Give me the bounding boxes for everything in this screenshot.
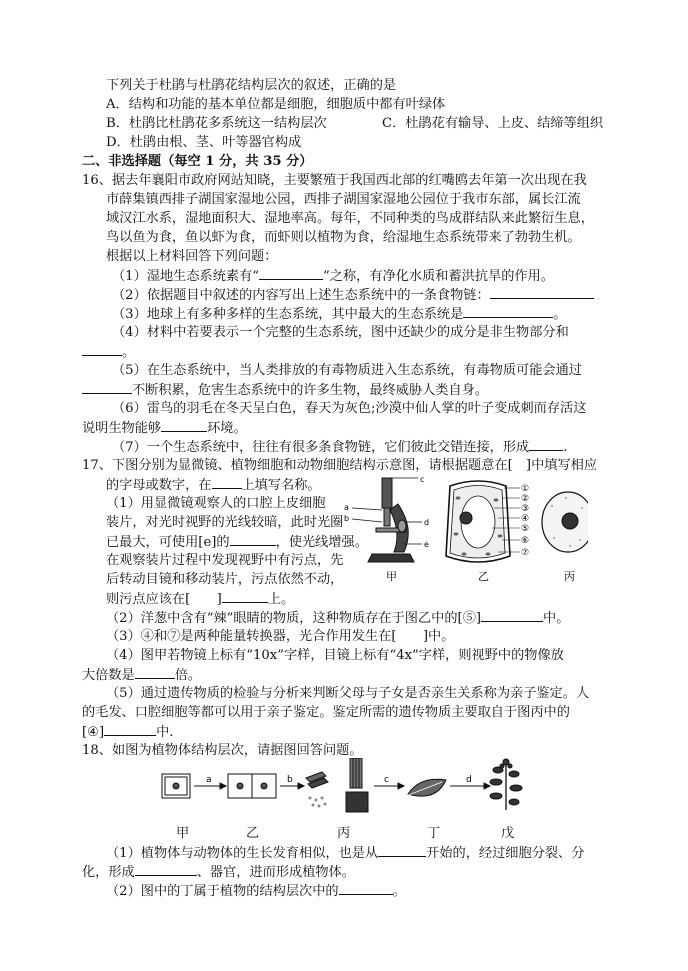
q17-p1-f1: 则污点应该在[ ] <box>106 592 222 607</box>
answer-blank[interactable] <box>463 304 553 318</box>
fig-num-1: ① <box>521 484 530 494</box>
q17-p1-c2: ，使光线增强。 <box>275 535 368 550</box>
arrow-label-b: b <box>287 775 293 785</box>
q16-sub7 <box>112 437 567 457</box>
fig-num-3: ③ <box>521 504 530 514</box>
q18-p1-a <box>106 843 584 863</box>
q16-sub4-end: 。 <box>122 345 136 360</box>
fig-caption-bing: 丙 <box>564 570 575 583</box>
fig-caption-yi: 乙 <box>478 570 489 583</box>
answer-blank[interactable] <box>230 532 276 546</box>
q17-p4-a: （4）图甲若物镜上标有“10x”字样，目镜上标有“4x”字样，则视野中的物像放 <box>106 648 564 663</box>
q16-sub7-end: . <box>563 440 568 455</box>
q17-p1-d: 在观察装片过程中发现视野中有污点，先 <box>106 553 344 568</box>
figure-17 <box>338 474 588 586</box>
figure-18 <box>150 758 540 824</box>
q17-text-2a: 的字母或数字，在 <box>106 478 212 493</box>
q17-text-2 <box>106 475 321 495</box>
answer-blank[interactable] <box>135 665 175 679</box>
arrow-label-c: c <box>384 775 389 785</box>
q17-p2-b: 中。 <box>543 611 570 626</box>
answer-blank[interactable] <box>529 437 563 451</box>
answer-blank[interactable] <box>222 589 268 603</box>
q17-text-2b: 上填写名称。 <box>241 478 321 493</box>
q17-p1-f2: 上。 <box>267 592 295 607</box>
fig-label-c: c <box>420 475 425 484</box>
q17-p4-b2: 倍。 <box>174 668 202 683</box>
q15-stem: 下列关于杜鹃与杜鹃花结构层次的叙述，正确的是 <box>106 78 397 93</box>
microscope-figure <box>352 478 422 562</box>
q18-p1-a2: 开始的，经过细胞分裂、分 <box>426 846 585 861</box>
q18-p1-b2: 、器官，进而形成植物体。 <box>196 865 355 880</box>
q16-sub6-cont <box>82 418 247 438</box>
whole-plant-figure <box>490 759 522 810</box>
q18-caption-jia: 甲 <box>176 826 190 841</box>
arrow-label-d: d <box>466 775 472 785</box>
q16-text-2: 市薛集镇西排子湖国家湿地公园，西排子湖国家湿地公园位于我市东部，属长江流 <box>106 192 581 207</box>
q17-text-1: 17、下图分别为显微镜、植物细胞和动物细胞结构示意图，请根据题意在[ ]中填写相应 <box>82 458 598 473</box>
q17-p1-e: 后转动目镜和移动装片，污点依然不动， <box>106 572 344 587</box>
q17-p1-c <box>106 532 368 552</box>
q17-p5-c2: 中. <box>156 725 174 740</box>
q15-option-a: A．结构和功能的基本单位都是细胞，细胞质中都有叶绿体 <box>106 97 446 112</box>
tissue-figure <box>306 758 368 812</box>
q17-p5-c1: [④] <box>82 725 105 740</box>
fig-caption-jia: 甲 <box>386 570 397 583</box>
q18-caption-wu: 戊 <box>501 826 515 841</box>
answer-blank[interactable] <box>481 608 543 622</box>
answer-blank[interactable] <box>378 843 426 857</box>
q17-p4-b1: 大倍数是 <box>82 668 135 683</box>
answer-blank[interactable] <box>161 418 207 432</box>
q18-p1-b <box>82 862 355 882</box>
q16-sub7-text: （7）一个生态系统中，往往有很多条食物链，它们彼此交错连接，形成 <box>112 440 530 455</box>
q16-sub6-b1: 说明生物能够 <box>82 421 162 436</box>
q16-sub6-b2: 环境。 <box>207 421 247 436</box>
dividing-cell-figure <box>228 774 276 798</box>
q15-option-b: B．杜鹃比杜鹃花多系统这一结构层次 <box>106 116 327 131</box>
fig-num-5: ⑤ <box>521 524 530 534</box>
fig-num-4: ④ <box>521 514 530 524</box>
q18-p2 <box>106 881 406 901</box>
q16-sub5-cont <box>82 380 488 400</box>
fig-num-6: ⑥ <box>521 536 530 546</box>
q16-sub1 <box>112 266 554 286</box>
q18-caption-bing: 丙 <box>337 826 351 841</box>
q17-p2-a: （2）洋葱中含有“辣”眼睛的物质，这种物质存在于图乙中的[⑤] <box>106 611 482 626</box>
fig-label-e: e <box>424 540 429 549</box>
q16-sub3-text: （3）地球上有多种多样的生态系统，其中最大的生态系统是 <box>112 307 464 322</box>
q15-option-c: C．杜鹃花有输导、上皮、结缔等组织 <box>382 116 604 131</box>
q18-p2-a: （2）图中的丁属于植物的结构层次中的 <box>106 884 339 899</box>
animal-cell-figure <box>542 492 588 552</box>
fig-label-b: b <box>344 514 350 523</box>
q15-option-d: D．杜鹃由根、茎、叶等器官构成 <box>106 135 302 150</box>
q18-p1-b1: 化，形成 <box>82 865 135 880</box>
fig-num-7: ⑦ <box>521 548 530 558</box>
answer-blank[interactable] <box>212 475 242 489</box>
q17-p1-c1: 已最大，可使用[e]的 <box>106 535 230 550</box>
answer-blank[interactable] <box>104 722 156 736</box>
q17-p1-b: 装片，对光时视野的光线较暗，此时光圈 <box>106 515 344 530</box>
q17-p5-a: （5）通过遗传物质的检验与分析来判断父母与子女是否亲生关系称为亲子鉴定。人 <box>106 686 590 701</box>
answer-blank[interactable] <box>259 266 323 280</box>
q17-p2 <box>106 608 569 628</box>
q17-p1-a: （1）用显微镜观察人的口腔上皮细胞 <box>106 496 326 511</box>
answer-blank[interactable] <box>490 285 594 299</box>
fig-label-a: a <box>344 503 349 512</box>
answer-blank[interactable] <box>82 380 132 394</box>
q17-p4-b <box>82 665 201 685</box>
q16-sub3 <box>112 304 566 324</box>
q16-sub1-a: （1）湿地生态系统素有“ <box>112 269 260 284</box>
q18-caption-yi: 乙 <box>246 826 260 841</box>
q18-caption-ding: 丁 <box>427 826 441 841</box>
q16-sub2-text: （2）依据题目中叙述的内容写出上述生态系统中的一条食物链： <box>112 288 490 303</box>
q17-p5-c <box>82 722 174 742</box>
fig-label-d: d <box>424 518 430 527</box>
fig-num-2: ② <box>521 494 530 504</box>
arrow-label-a: a <box>206 775 212 785</box>
q16-sub3-end: 。 <box>553 307 567 322</box>
answer-blank[interactable] <box>135 862 197 876</box>
q17-p1-f <box>106 589 294 609</box>
answer-blank[interactable] <box>82 342 122 356</box>
q17-p3: （3）④和⑦是两种能量转换器，光合作用发生在[ ]中。 <box>106 629 455 644</box>
plant-cell-figure <box>446 481 520 562</box>
q16-text-5: 根据以上材料回答下列问题： <box>106 249 278 264</box>
q16-sub4: （4）材料中若要表示一个完整的生态系统，图中还缺少的成分是非生物部分和 <box>112 325 569 340</box>
q16-sub2 <box>112 285 594 305</box>
q16-sub4-cont <box>82 342 135 362</box>
q18-p2-b: 。 <box>392 884 406 899</box>
answer-blank[interactable] <box>339 881 393 895</box>
q18-p1-a1: （1）植物体与动物体的生长发育相似，也是从 <box>106 846 379 861</box>
q16-sub6: （6）雷鸟的羽毛在冬天呈白色，春天为灰色;沙漠中仙人掌的叶子变成刺而存活这 <box>112 401 587 416</box>
q18-title: 18、如图为植物体结构层次，请据图回答问题。 <box>82 743 363 758</box>
section-title: 二、非选择题（每空 1 分，共 35 分） <box>82 154 313 169</box>
q16-text-3: 域汉江水系，湿地面积大、湿地率高。每年，不同种类的鸟成群结队来此繁衍生息， <box>106 211 594 226</box>
q16-text-4: 鸟以鱼为食，鱼以虾为食，而虾则以植物为食，给湿地生态系统带来了勃勃生机。 <box>106 230 581 245</box>
q16-sub1-b: ”之称，有净化水质和蓄洪抗旱的作用。 <box>323 269 554 284</box>
q16-sub5-b: 不断积累，危害生态系统中的许多生物，最终威胁人类自身。 <box>132 383 489 398</box>
q16-sub5: （5）在生态系统中，当人类排放的有毒物质进入生态系统，有毒物质可能会通过 <box>112 363 582 378</box>
q16-text-1: 16、据去年襄阳市政府网站知晓，主要繁殖于我国西北部的红嘴鸥去年第一次出现在我 <box>82 173 587 188</box>
single-cell-figure <box>162 774 190 798</box>
q17-p5-b: 的毛发、口腔细胞等都可以用于亲子鉴定。鉴定所需的遗传物质主要取自于图丙中的 <box>82 705 570 720</box>
